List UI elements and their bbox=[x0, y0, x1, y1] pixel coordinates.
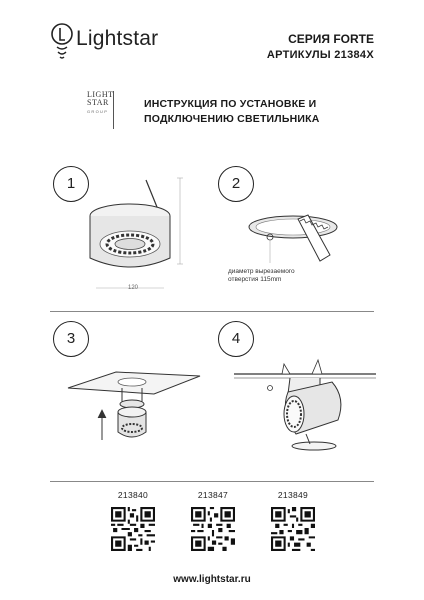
step3-mounting-illustration bbox=[58, 362, 208, 472]
qr-code-icon bbox=[271, 507, 315, 551]
step1-dimension-label: 120 bbox=[128, 285, 139, 291]
series-title: СЕРИЯ FORTE bbox=[288, 32, 374, 46]
step1-luminaire-illustration bbox=[84, 172, 194, 292]
article-code: 213840 bbox=[117, 490, 149, 500]
qr-code-icon bbox=[191, 507, 235, 551]
section-divider bbox=[50, 311, 374, 312]
step2-ceiling-cutout-illustration bbox=[248, 205, 348, 275]
lightstar-bulb-icon bbox=[50, 22, 74, 62]
article-code: 213849 bbox=[277, 490, 309, 500]
title-line: ИНСТРУКЦИЯ ПО УСТАНОВКЕ И bbox=[144, 98, 317, 110]
brand-name: Lightstar bbox=[76, 27, 159, 50]
article-code: 213847 bbox=[197, 490, 229, 500]
step-number: 4 bbox=[218, 321, 254, 357]
brand-logo-sub: GROUP bbox=[87, 109, 109, 114]
brand-logo bbox=[87, 91, 114, 129]
note-line: диаметр вырезаемого bbox=[228, 268, 295, 275]
qr-code-icon bbox=[111, 507, 155, 551]
brand-logo-line: STAR bbox=[87, 98, 109, 107]
title-line: ПОДКЛЮЧЕНИЮ СВЕТИЛЬНИКА bbox=[144, 113, 320, 125]
website-url[interactable]: www.lightstar.ru bbox=[173, 574, 251, 585]
brand-logo-line: LIGHT bbox=[87, 90, 114, 99]
step2-cutout-note bbox=[228, 268, 295, 284]
note-line: отверстия 115mm bbox=[228, 276, 282, 283]
step-number: 1 bbox=[53, 166, 89, 202]
step-number: 3 bbox=[53, 321, 89, 357]
instruction-title bbox=[144, 97, 320, 127]
step-number: 2 bbox=[218, 166, 254, 202]
section-divider bbox=[50, 481, 374, 482]
articles-title: АРТИКУЛЫ 21384X bbox=[266, 49, 374, 61]
step4-adjustment-illustration bbox=[230, 352, 380, 462]
